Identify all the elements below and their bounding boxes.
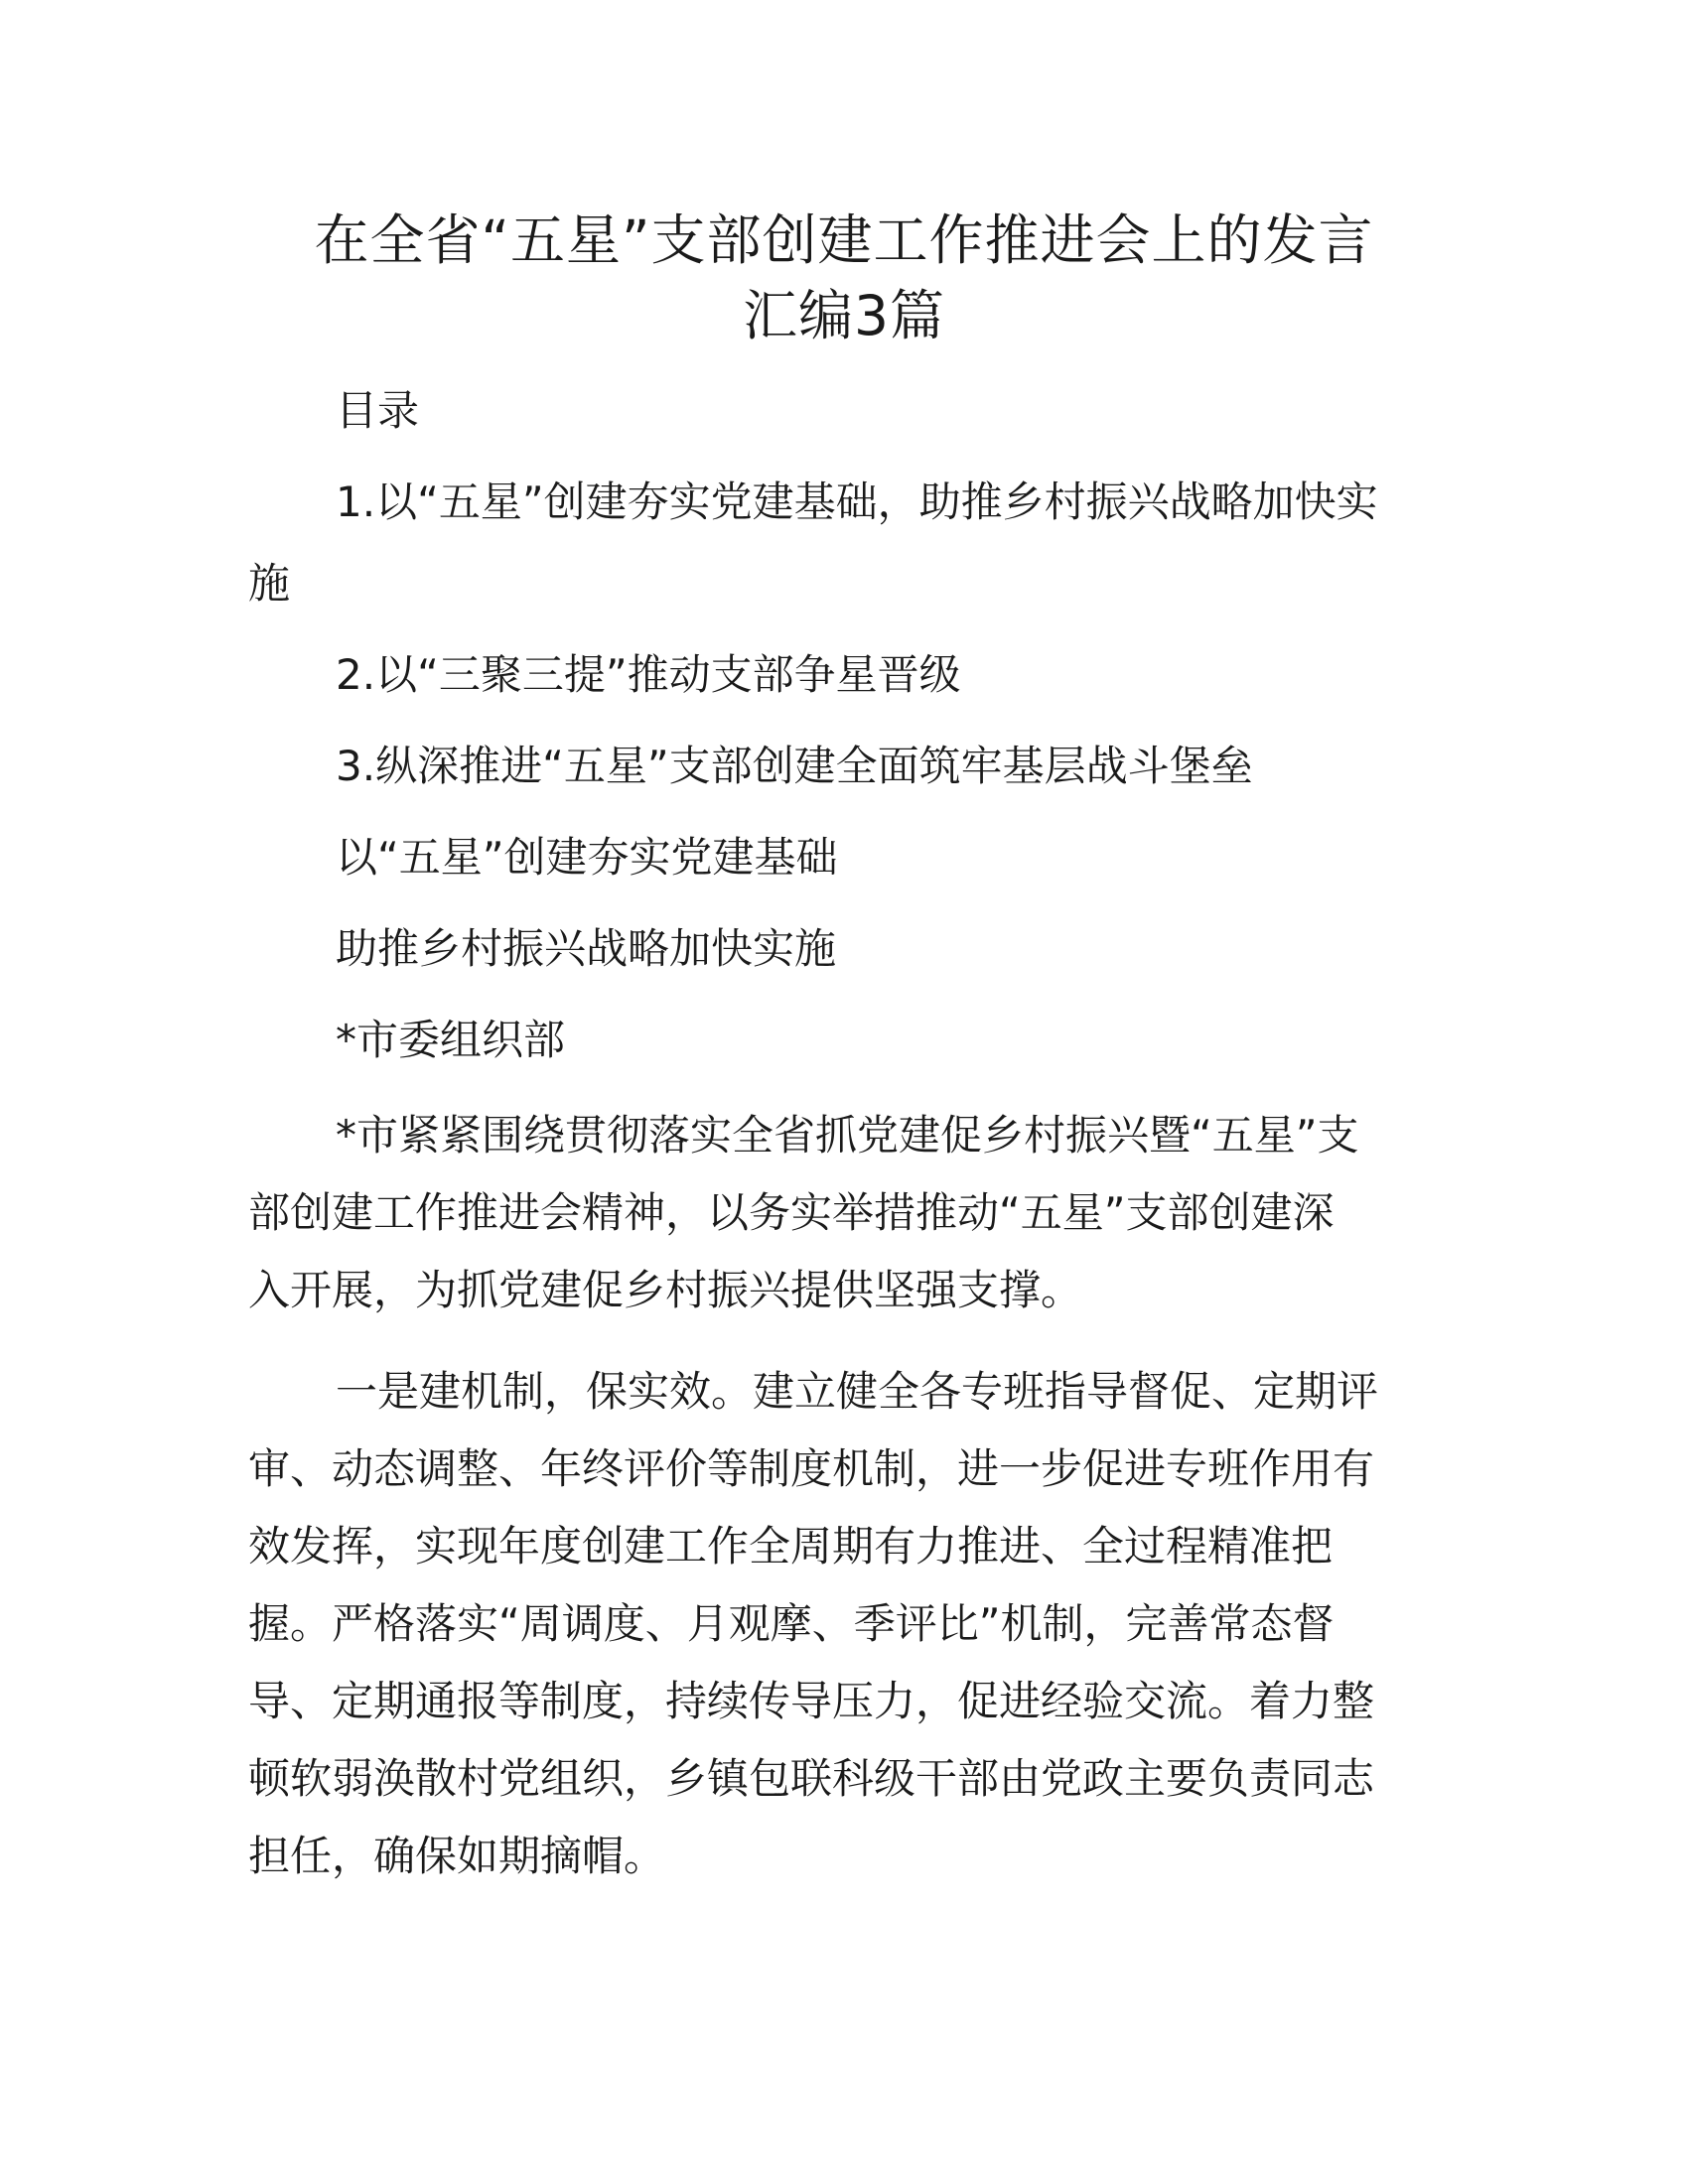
paragraph-2-line-4: 握。严格落实“周调度、月观摩、季评比”机制，完善常态督 [248, 1599, 1335, 1648]
toc-item-3: 3.纵深推进“五星”支部创建全面筑牢基层战斗堡垒 [336, 742, 1253, 790]
document-title-line-1: 在全省“五星”支部创建工作推进会上的发言 [314, 208, 1374, 272]
paragraph-2-line-6: 顿软弱涣散村党组织，乡镇包联科级干部由党政主要负责同志 [248, 1754, 1375, 1803]
toc-item-2: 2.以“三聚三提”推动支部争星晋级 [336, 650, 961, 699]
paragraph-2-line-5: 导、定期通报等制度，持续传导压力，促进经验交流。着力整 [248, 1677, 1375, 1725]
paragraph-1-line-2: 部创建工作推进会精神，以务实举措推动“五星”支部创建深 [248, 1188, 1335, 1237]
paragraph-2-line-3: 效发挥，实现年度创建工作全周期有力推进、全过程精准把 [248, 1522, 1334, 1570]
paragraph-2-line-7: 担任，确保如期摘帽。 [248, 1832, 666, 1880]
toc-heading: 目录 [336, 386, 420, 435]
paragraph-2-line-1: 一是建机制，保实效。建立健全各专班指导督促、定期评 [336, 1367, 1379, 1416]
article-author: *市委组织部 [336, 1016, 566, 1064]
document-title-line-2: 汇编3篇 [743, 284, 945, 347]
article-title-line-2: 助推乡村振兴战略加快实施 [336, 924, 837, 973]
paragraph-2-line-2: 审、动态调整、年终评价等制度机制，进一步促进专班作用有 [248, 1444, 1375, 1493]
paragraph-1-line-3: 入开展，为抓党建促乡村振兴提供坚强支撑。 [248, 1266, 1083, 1314]
article-title-line-1: 以“五星”创建夯实党建基础 [336, 833, 838, 882]
toc-item-1: 1.以“五星”创建夯实党建基础，助推乡村振兴战略加快实 [336, 478, 1378, 526]
paragraph-1-line-1: *市紧紧围绕贯彻落实全省抓党建促乡村振兴暨“五星”支 [336, 1111, 1359, 1160]
toc-item-1-continued: 施 [248, 559, 291, 608]
